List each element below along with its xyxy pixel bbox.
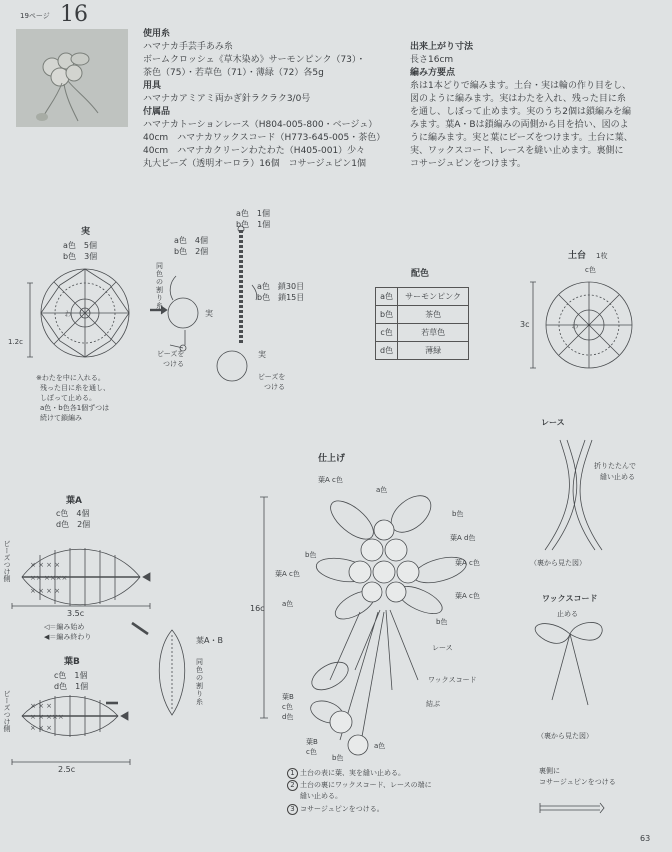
color-table-row: c色 若草色 [376,324,469,342]
svg-text:×× ××××: ×× ×××× [30,574,68,582]
lace-note: 折りたたんで [594,462,636,470]
finish-label: 葉B [306,738,318,746]
finish-label: c色 [306,748,317,756]
mi-a-count: a色 5個 [63,241,97,250]
mi3-a-count: a色 1個 [236,209,270,218]
pattern-number: 16 [60,2,88,27]
dodai-title: 土台 [568,251,587,261]
finish-step: 1 土台の表に葉、実を縫い止める。 [287,768,405,779]
materials-tool: ハマナカアミアミ両かぎ針ラクラク3/0号 [143,94,311,104]
legend-start: ◁＝編み始め [44,623,85,631]
mi2-same-yarn-label: 同 色 の 割 り 糸 [156,262,163,310]
mi-size: 1.2c [8,338,23,346]
svg-text:× × ×: × × × [30,724,53,732]
dodai-count: 1枚 [596,252,608,260]
mi3-b-chain: b色 鎖15目 [257,293,305,302]
leafA-title: 葉A [66,496,82,506]
lace-title: レース [541,418,565,427]
finish-label: ワックスコード [428,676,477,684]
svg-text:× × ×: × × × [30,702,53,710]
mi2-a-count: a色 4個 [174,236,208,245]
dodai-size: 3c [520,320,530,329]
leafA-size: 3.5c [67,609,85,618]
materials-accessory-3: 40cm ハマナカクリーンわたわた（H405-001）少々 [143,146,366,156]
dodai-color: c色 [585,266,596,274]
materials-yarn-3: 茶色（75）・若草色（71）・薄緑（72）各5g [143,68,324,78]
materials-yarn-heading: 使用糸 [143,29,171,39]
mi2-b-count: b色 2個 [174,247,209,256]
lace-view: （裏から見た図） [530,559,586,567]
finish-step: 2 土台の裏にワックスコード、レースの端に [287,780,432,791]
finish-label: 葉B [282,693,294,701]
mi-note: 残った目に糸を通し、 [40,384,110,392]
method-heading: 編み方要点 [410,68,456,78]
lace-note: 縫い止める [600,473,635,481]
mi-note: ※わたを中に入れる。 [36,374,105,382]
svg-text:わ: わ [571,322,579,330]
finish-label: 葉A c色 [318,476,343,484]
materials-yarn-1: ハマナカ手芸手あみ糸 [143,42,233,52]
method-line: 糸は1本どりで編みます。土台・実は輪の作り目をし、 [410,81,632,91]
mi2-bead-label: ビーズを [157,350,185,358]
finish-label: a色 [282,600,294,608]
leafB-c-count: c色 1個 [54,671,88,680]
finish-size: 16c [250,604,265,613]
leafA-d-count: d色 2個 [56,520,91,529]
finish-title: 仕上げ [318,454,346,464]
mi-note: 続けて鎖編み [40,414,82,422]
wax-title: ワックスコード [542,594,598,603]
finish-label: 結ぶ [426,700,440,708]
finish-label: a色 [376,486,388,494]
mi2-bead-label: つける [163,360,184,368]
size-heading: 出来上がり寸法 [410,42,474,52]
color-table-row: b色 茶色 [376,306,469,324]
mi3-label: 実 [258,350,266,359]
method-line: うに編みます。実と葉にビーズをつけます。土台に葉、 [410,133,633,143]
method-line: を通し、しぼって止めます。実のうち2個は鎖編みを編 [410,107,632,117]
leafA-c-count: c色 4個 [56,509,90,518]
method-line: コサージュピンをつけます。 [410,159,526,169]
wax-stop: 止める [557,610,578,618]
mi-title: 実 [81,227,91,237]
materials-yarn-2: ボームクロッシェ《草木染め》サーモンピンク（73）・ [143,55,366,65]
color-table-row: d色 薄緑 [376,342,469,360]
finish-label: a色 [374,742,386,750]
pin-note: 裏側に [539,767,560,775]
page-number: 63 [640,834,651,843]
mi3-a-chain: a色 鎖30目 [257,282,305,291]
leafB-bead-side: ビーズつけ側 [3,690,11,732]
method-line: 実、ワックスコード、レースを縫い止めます。裏側に [410,146,624,156]
mi3-bead-label: つける [264,383,285,391]
leafA-bead-side: ビーズつけ側 [3,540,11,582]
finish-step: 縫い止める。 [300,792,342,800]
pin-note: コサージュピンをつける [539,778,616,786]
materials-accessory-4: 丸大ビーズ（透明オーロラ）16個 コサージュピン1個 [143,159,367,169]
color-table-row: a色 サーモンピンク [376,288,469,306]
finish-label: b色 [436,618,448,626]
method-line: 図のように編みます。実はわたを入れ、残った目に糸 [410,94,626,104]
finish-label: c色 [282,703,293,711]
materials-accessory-heading: 付属品 [143,107,171,117]
page-ref: 19ページ [20,12,50,20]
materials-tool-heading: 用具 [143,81,162,91]
color-table [375,287,469,360]
finish-label: 葉A c色 [455,592,480,600]
leafB-d-count: d色 1個 [54,682,89,691]
leaf-same-yarn-label: 同 色 の 割 り 糸 [196,658,203,706]
leafB-size: 2.5c [58,765,76,774]
finish-label: d色 [282,713,294,721]
mi-note: a色・b色各1個ずつは [40,404,110,412]
svg-text:わ: わ [64,310,72,318]
mi-b-count: b色 3個 [63,252,98,261]
finish-label: 葉A c色 [455,559,480,567]
svg-text:× × × ×: × × × × [30,587,61,595]
finish-label: 葉A d色 [450,534,476,542]
svg-text:× × × ×: × × × × [30,561,61,569]
materials-accessory-1: ハマナカトーションレース（H804-005-800・ベージュ） [143,120,378,130]
leafB-title: 葉B [64,657,80,667]
mi-note: しぼって止める。 [40,394,96,402]
finish-label: 葉A c色 [275,570,300,578]
legend-end: ◀＝編み終わり [44,633,92,641]
mi2-label: 実 [205,309,213,318]
wax-view: （裏から見た図） [537,732,593,740]
finish-label: レース [432,644,453,652]
svg-text:× × ×××: × × ××× [30,713,64,721]
method-line: みます。葉A・Bは鎖編みの両側から目を拾い、図のよ [410,120,629,130]
materials-accessory-2: 40cm ハマナカワックスコード（H773-645-005・茶色） [143,133,386,143]
leaf-ab-label: 葉A・B [196,636,223,645]
size-value: 長さ16cm [410,55,454,65]
finish-label: b色 [332,754,344,762]
mi3-b-count: b色 1個 [236,220,271,229]
mi3-bead-label: ビーズを [258,373,286,381]
finish-step: 3 コサージュピンをつける。 [287,804,384,815]
finish-label: b色 [452,510,464,518]
color-table-title: 配色 [411,269,430,279]
finish-label: b色 [305,551,317,559]
